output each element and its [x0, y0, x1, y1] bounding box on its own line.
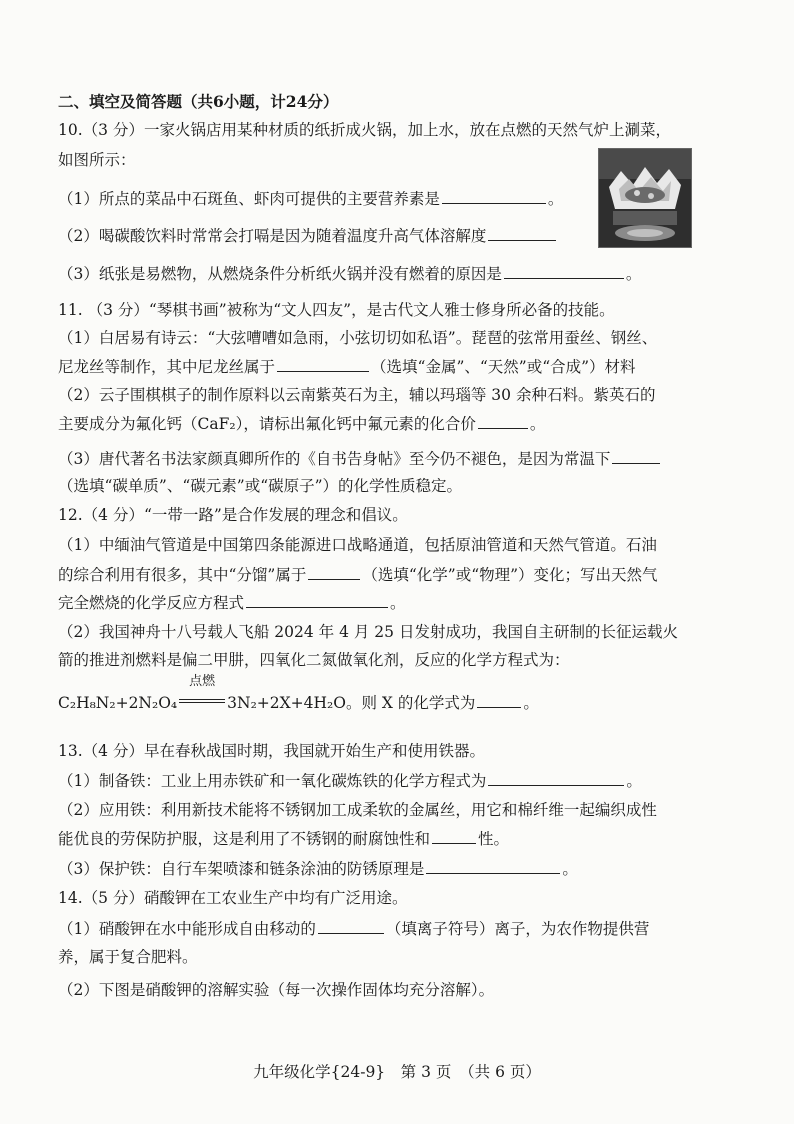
q11-p1-line1: （1）白居易有诗云：“大弦嘈嘈如急雨，小弦切切如私语”。琵琶的弦常用蚕丝、钢丝、: [58, 329, 658, 347]
q14-p2: （2）下图是硝酸钾的溶解实验（每一次操作固体均充分溶解）。: [58, 981, 495, 999]
q10-stem-line2: 如图所示：: [58, 151, 136, 169]
paper-hotpot-image-icon: [599, 149, 691, 247]
q11-p2-blank[interactable]: [478, 413, 528, 429]
q11-stem: 11. （3 分）“琴棋书画”被称为“文人四友”，是古代文人雅士修身所必备的技能。: [58, 301, 615, 319]
q10-p1-blank[interactable]: [442, 188, 546, 204]
equation-condition: [177, 674, 227, 708]
q14-p1-blank[interactable]: [318, 918, 384, 934]
q12-p1-line2: 的综合利用有很多，其中“分馏”属于 （选填“化学”或“物理”）变化；写出天然气: [58, 566, 658, 584]
q12-p1-line1: （1）中缅油气管道是中国第四条能源进口战略通道，包括原油管道和天然气管道。石油: [58, 536, 657, 554]
q11-p3-line2: （选填“碳单质”、“碳元素”或“碳原子”）的化学性质稳定。: [58, 477, 463, 495]
q12-p2-line1: （2）我国神舟十八号载人飞船 2024 年 4 月 25 日发射成功，我国自主研制的长征运载火: [58, 623, 678, 641]
q12-p2-blank[interactable]: [477, 692, 521, 708]
q12-p2-line2: 箭的推进剂燃料是偏二甲肼，四氧化二氮做氧化剂，反应的化学方程式为：: [58, 651, 570, 669]
equation-products: 3N₂+2X+4H₂O。则 X 的化学式为: [227, 694, 476, 712]
equation-condition-label: 点燃: [189, 674, 216, 689]
q11-p1-line2: 尼龙丝等制作，其中尼龙丝属于 （选填“金属”、“天然”或“合成”）材料: [58, 358, 636, 376]
q12-stem: 12.（4 分）“一带一路”是合作发展的理念和倡议。: [58, 506, 408, 524]
q10-p2-blank[interactable]: [488, 225, 556, 241]
q12-chemical-equation: C₂H₈N₂+2N₂O₄ 点燃 3N₂+2X+4H₂O。则 X 的化学式为 。: [58, 674, 539, 712]
q14-p1-line2: 养，属于复合肥料。: [58, 948, 198, 966]
q14-stem: 14.（5 分）硝酸钾在工农业生产中均有广泛用途。: [58, 889, 408, 907]
q10-part1: （1）所点的菜品中石斑鱼、虾肉可提供的主要营养素是 。: [58, 190, 564, 208]
q11-p2-line1: （2）云子围棋棋子的制作原料以云南紫英石为主，辅以玛瑙等 30 余种石料。紫英石的: [58, 386, 656, 404]
page-footer: 九年级化学{24-9} 第 3 页 （共 6 页）: [253, 1063, 541, 1081]
q13-p2-blank[interactable]: [432, 828, 476, 844]
q14-p1-line1: （1）硝酸钾在水中能形成自由移动的 （填离子符号）离子，为农作物提供营: [58, 920, 650, 938]
q10-part2: （2）喝碳酸饮料时常常会打嗝是因为随着温度升高气体溶解度: [58, 225, 558, 246]
q12-p1-blank1[interactable]: [308, 564, 360, 580]
q11-p2-line2: 主要成分为氟化钙（CaF₂），请标出氟化钙中氟元素的化合价 。: [58, 415, 546, 433]
q12-p1-line3: 完全燃烧的化学反应方程式 。: [58, 594, 406, 612]
q11-p3-line1: （3）唐代著名书法家颜真卿所作的《自书告身帖》至今仍不褪色，是因为常温下: [58, 448, 662, 469]
q11-p1-blank[interactable]: [277, 356, 369, 372]
q13-part1: （1）制备铁：工业上用赤铁矿和一氧化碳炼铁的化学方程式为 。: [58, 772, 642, 790]
q10-stem-line1: 10.（3 分）一家火锅店用某种材质的纸折成火锅，加上水，放在点燃的天然气炉上涮菜，: [58, 121, 671, 139]
section-title: 二、填空及简答题（共6小题，计24分）: [58, 92, 339, 111]
paper-hotpot-photo: [598, 148, 692, 248]
q10-p3-blank[interactable]: [504, 263, 624, 279]
q13-stem: 13.（4 分）早在春秋战国时期，我国就开始生产和使用铁器。: [58, 742, 485, 760]
equation-reactants: C₂H₈N₂+2N₂O₄: [58, 694, 178, 712]
q11-p3-blank[interactable]: [612, 448, 660, 464]
q12-p1-blank2[interactable]: [246, 592, 388, 608]
q13-p2-line1: （2）应用铁：利用新技术能将不锈钢加工成柔软的金属丝，用它和棉纤维一起编织成性: [58, 801, 657, 819]
q13-p2-line2: 能优良的劳保防护服，这是利用了不锈钢的耐腐蚀性和 性。: [58, 830, 510, 848]
q13-p1-blank[interactable]: [488, 770, 624, 786]
q10-part3: （3）纸张是易燃物，从燃烧条件分析纸火锅并没有燃着的原因是 。: [58, 265, 642, 283]
q13-p3-blank[interactable]: [426, 858, 560, 874]
q13-part3: （3）保护铁：自行车架喷漆和链条涂油的防锈原理是 。: [58, 860, 578, 878]
